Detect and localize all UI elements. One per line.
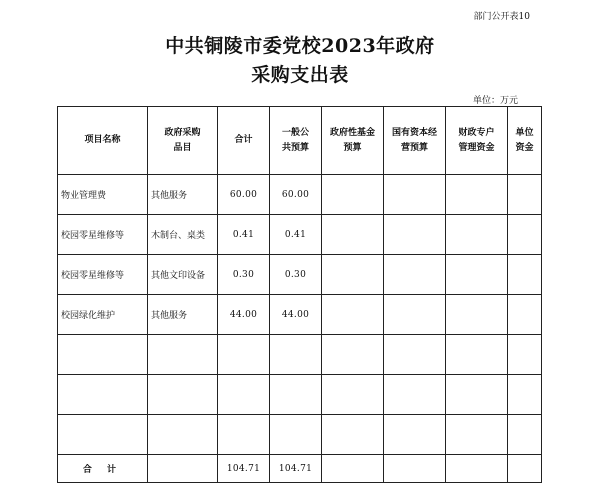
total-label: 合 计 <box>58 455 148 483</box>
cell-item: 其他服务 <box>148 175 218 215</box>
table-row <box>58 415 542 455</box>
cell-general: 0.41 <box>270 215 322 255</box>
cell-empty <box>322 215 384 255</box>
header-procurement-item: 政府采购 品目 <box>148 107 218 175</box>
cell-empty <box>322 295 384 335</box>
total-amount: 104.71 <box>218 455 270 483</box>
cell-empty <box>446 295 508 335</box>
cell-empty <box>508 295 542 335</box>
cell-empty <box>508 455 542 483</box>
document-title-line1: 中共铜陵市委党校2023年政府 <box>165 35 435 57</box>
cell-total <box>218 375 270 415</box>
cell-empty <box>446 455 508 483</box>
table-row <box>58 255 542 295</box>
cell-project: 校园零星维修等 <box>58 255 148 295</box>
header-fiscal-account-funds: 财政专户 管理资金 <box>446 107 508 175</box>
procurement-table <box>57 106 542 483</box>
cell-empty <box>508 375 542 415</box>
cell-empty <box>322 375 384 415</box>
cell-empty <box>322 455 384 483</box>
cell-project <box>58 375 148 415</box>
cell-item: 其他服务 <box>148 295 218 335</box>
cell-total: 0.41 <box>218 215 270 255</box>
document-title-line2: 采购支出表 <box>251 64 349 86</box>
cell-empty <box>508 335 542 375</box>
cell-item: 其他文印设备 <box>148 255 218 295</box>
header-general-budget: 一般公 共预算 <box>270 107 322 175</box>
cell-empty <box>446 375 508 415</box>
total-general-budget: 104.71 <box>270 455 322 483</box>
cell-general <box>270 335 322 375</box>
cell-empty <box>384 455 446 483</box>
table-row <box>58 215 542 255</box>
cell-item <box>148 415 218 455</box>
cell-empty <box>446 175 508 215</box>
cell-empty <box>322 255 384 295</box>
cell-total <box>218 335 270 375</box>
header-gov-fund-budget: 政府性基金 预算 <box>322 107 384 175</box>
cell-item: 木制台、桌类 <box>148 215 218 255</box>
cell-empty <box>384 375 446 415</box>
cell-empty <box>384 415 446 455</box>
cell-general <box>270 375 322 415</box>
cell-empty <box>508 255 542 295</box>
header-total: 合计 <box>218 107 270 175</box>
cell-empty <box>446 215 508 255</box>
cell-empty <box>384 215 446 255</box>
cell-empty <box>446 415 508 455</box>
unit-label: 单位：万元 <box>472 96 518 106</box>
cell-general: 0.30 <box>270 255 322 295</box>
cell-project: 物业管理费 <box>58 175 148 215</box>
cell-empty <box>446 255 508 295</box>
cell-empty <box>508 415 542 455</box>
header-project-name: 项目名称 <box>58 107 148 175</box>
cell-project <box>58 335 148 375</box>
cell-item <box>148 335 218 375</box>
header-row <box>58 107 542 175</box>
total-row <box>58 455 542 483</box>
header-unit-funds: 单位 资金 <box>508 107 542 175</box>
cell-item <box>148 375 218 415</box>
table-row <box>58 335 542 375</box>
cell-empty <box>384 295 446 335</box>
cell-total: 0.30 <box>218 255 270 295</box>
cell-empty <box>508 175 542 215</box>
cell-empty <box>322 335 384 375</box>
cell-empty <box>446 335 508 375</box>
cell-general: 44.00 <box>270 295 322 335</box>
cell-total: 60.00 <box>218 175 270 215</box>
cell-project: 校园绿化维护 <box>58 295 148 335</box>
cell-general <box>270 415 322 455</box>
cell-empty <box>384 175 446 215</box>
header-state-capital-budget: 国有资本经 营预算 <box>384 107 446 175</box>
cell-total <box>218 415 270 455</box>
cell-project: 校园零星维修等 <box>58 215 148 255</box>
form-code: 部门公开表10 <box>473 12 530 22</box>
table-row <box>58 375 542 415</box>
cell-general: 60.00 <box>270 175 322 215</box>
cell-project <box>58 415 148 455</box>
cell-total: 44.00 <box>218 295 270 335</box>
cell-empty <box>508 215 542 255</box>
table-row <box>58 295 542 335</box>
cell-empty <box>384 335 446 375</box>
cell-empty <box>322 175 384 215</box>
cell-empty <box>322 415 384 455</box>
cell-empty <box>384 255 446 295</box>
cell-empty <box>148 455 218 483</box>
table-row <box>58 175 542 215</box>
